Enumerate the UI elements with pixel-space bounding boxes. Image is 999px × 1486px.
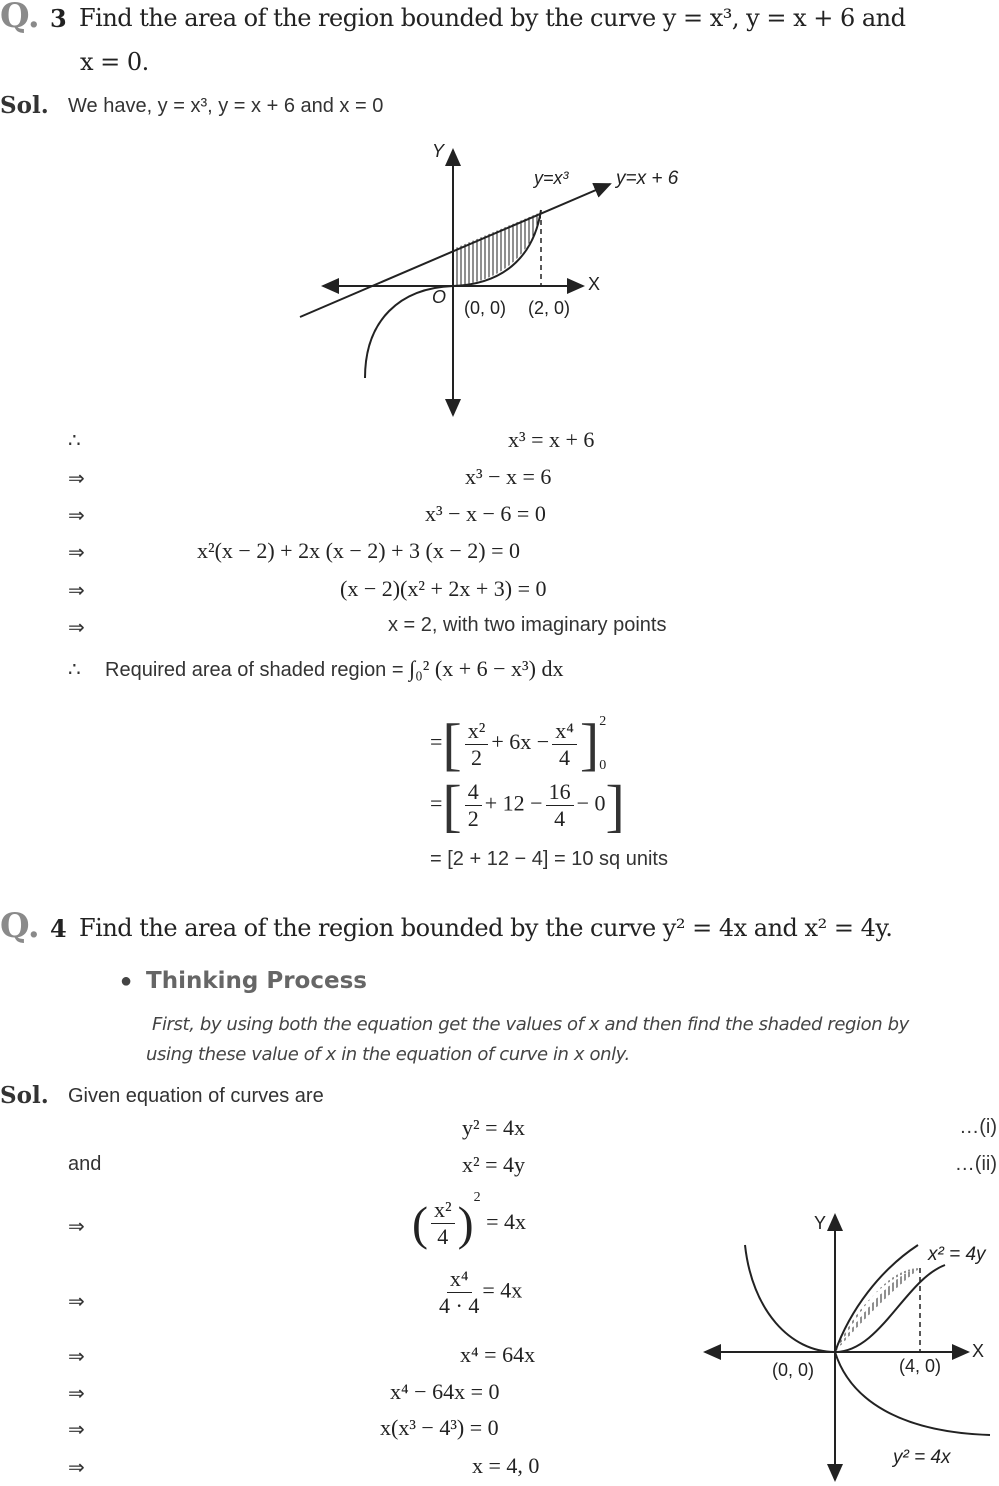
step-expr: x³ − x = 6 — [465, 464, 552, 489]
point-label: (0, 0) — [464, 298, 507, 318]
question-number: 4 — [50, 914, 67, 943]
area-step-1: =[ $\frac{\text{x²}}{2}$ + 6x − $\frac{\text{x⁴}}{4}$ ] 2 0 — [430, 711, 607, 777]
solution-intro: Given equation of curves are — [68, 1085, 324, 1107]
equation-2: x² = 4y — [462, 1152, 526, 1177]
step-symbol: ⇒ — [68, 1383, 85, 1405]
y-axis-label: Y — [432, 141, 445, 161]
step-symbol: ⇒ — [68, 1291, 85, 1313]
step-expr: x³ − x − 6 = 0 — [425, 501, 546, 526]
y-axis-label: Y — [814, 1213, 827, 1233]
step-symbol: ⇒ — [68, 1216, 85, 1238]
equation-1: y² = 4x — [462, 1115, 526, 1140]
equation-tag: …(ii) — [954, 1153, 997, 1175]
step-symbol: ⇒ — [68, 617, 85, 639]
thinking-process-text: First, by using both the equation get the values of x and then find the shaded region by — [152, 1014, 909, 1035]
step-symbol: ⇒ — [68, 1457, 85, 1479]
thinking-process-title: Thinking Process — [146, 968, 367, 994]
and-label: and — [68, 1153, 102, 1175]
question-text-cont: x = 0. — [80, 48, 149, 76]
step-expr: x²(x − 2) + 2x (x − 2) + 3 (x − 2) = 0 — [197, 538, 520, 563]
line-label: y=x + 6 — [616, 168, 679, 189]
step-expr: x³ = x + 6 — [508, 427, 595, 452]
point-label: (0, 0) — [772, 1360, 815, 1380]
area-label: Required area of shaded region = ∫₀² (x + 6 − x³) dx — [105, 656, 564, 681]
step-symbol: ⇒ — [68, 542, 85, 564]
question-text: Find the area of the region bounded by the curve y² = 4x and x² = 4y. — [79, 914, 893, 942]
step-expr: x = 2, with two imaginary points — [388, 614, 667, 636]
point-label: (4, 0) — [899, 1356, 942, 1376]
solution-label: Sol. — [0, 92, 49, 119]
lightbulb-icon: ● — [120, 970, 133, 992]
curve-label: y² = 4x — [893, 1447, 951, 1468]
curve-label: y=x³ — [534, 168, 569, 188]
step-expr: x = 4, 0 — [472, 1453, 540, 1478]
step-symbol: ∴ — [68, 659, 81, 681]
x-axis-label: X — [588, 274, 601, 294]
step-expr: x(x³ − 4³) = 0 — [380, 1415, 499, 1440]
curve-label: x² = 4y — [928, 1244, 986, 1265]
step-expr: $\frac{\text{x⁴}}{4 \cdot 4}$ = 4x — [439, 1266, 523, 1318]
step-symbol: ⇒ — [68, 505, 85, 527]
step-symbol: ⇒ — [68, 1419, 85, 1441]
solution-intro: We have, y = x³, y = x + 6 and x = 0 — [68, 95, 384, 117]
equation-tag: …(i) — [959, 1116, 997, 1138]
question-text: Find the area of the region bounded by the curve y = x³, y = x + 6 and — [79, 4, 906, 32]
integral-expr: ∫₀² (x + 6 − x³) dx — [409, 656, 564, 681]
point-label: (2, 0) — [528, 298, 571, 318]
origin-label: O — [432, 287, 447, 307]
step-symbol: ∴ — [68, 430, 81, 452]
step-symbol: ⇒ — [68, 580, 85, 602]
step-expr: x⁴ = 64x — [460, 1342, 536, 1367]
question-marker: Q. — [0, 0, 40, 36]
area-step-2: =[ $\frac{4}{2}$ + 12 − $\frac{16}{4}$ − 0] — [430, 773, 625, 838]
question-number: 3 — [50, 4, 67, 33]
x-axis-label: X — [972, 1341, 985, 1361]
step-symbol: ⇒ — [68, 468, 85, 490]
area-result: = [2 + 12 − 4] = 10 sq units — [430, 848, 668, 870]
solution-label: Sol. — [0, 1082, 49, 1109]
step-expr: x⁴ − 64x = 0 — [390, 1379, 500, 1404]
thinking-process-text: using these value of x in the equation of curve in x only. — [146, 1044, 630, 1065]
step-symbol: ⇒ — [68, 1346, 85, 1368]
step-expr: (x − 2)(x² + 2x + 3) = 0 — [340, 576, 547, 601]
step-expr: ( $\frac{\text{x²}}{4}$ )$^2$ = 4x — [412, 1190, 526, 1251]
question-marker: Q. — [0, 906, 40, 946]
